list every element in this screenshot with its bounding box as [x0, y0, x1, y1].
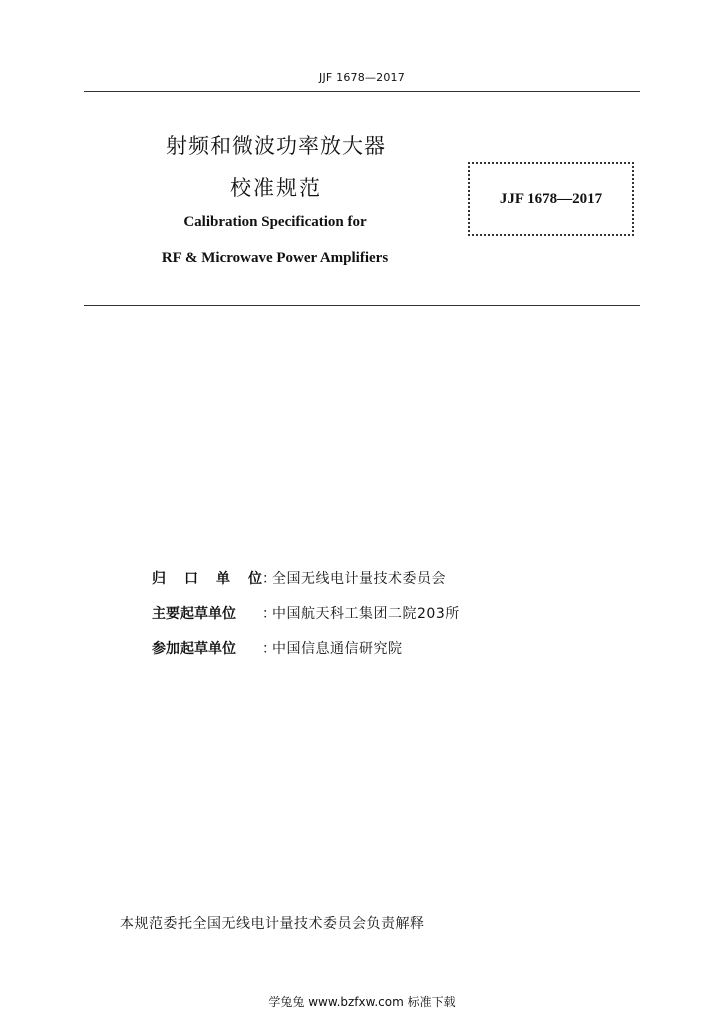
unit-colon: ： — [262, 606, 276, 622]
interpretation-note: 本规范委托全国无线电计量技术委员会负责解释 — [120, 916, 425, 932]
standard-code-box-text: JJF 1678—2017 — [499, 190, 603, 207]
bottom-divider — [84, 305, 640, 306]
footer-watermark: 学兔兔 www.bzfxw.com 标准下载 — [268, 995, 456, 1009]
unit-value-responsible: 全国无线电计量技术委员会 — [272, 571, 446, 587]
title-en-line1: Calibration Specification for — [183, 214, 367, 230]
unit-label-char: 位 — [248, 571, 262, 587]
unit-value-participating-drafter: 中国信息通信研究院 — [272, 641, 403, 657]
unit-row-responsible — [152, 568, 632, 603]
unit-row-main-drafter — [152, 603, 632, 638]
unit-label-text: 主要起草单位 — [152, 606, 236, 622]
unit-label-text: 参加起草单位 — [152, 641, 236, 657]
unit-label-main-drafter — [152, 603, 262, 623]
title-cn-line1: 射频和微波功率放大器 — [166, 134, 386, 158]
top-divider — [84, 91, 640, 92]
unit-colon: ： — [262, 641, 276, 657]
unit-label-responsible — [152, 568, 262, 588]
unit-value-main-drafter: 中国航天科工集团二院203所 — [272, 606, 460, 622]
unit-label-participating-drafter — [152, 638, 262, 658]
unit-colon: ： — [262, 571, 276, 587]
unit-label-char: 单 — [216, 571, 230, 587]
header-standard-code: JJF 1678—2017 — [319, 71, 405, 84]
standard-code-box — [468, 162, 634, 236]
title-cn-line2: 校准规范 — [230, 176, 322, 200]
unit-label-char: 归 — [152, 571, 166, 587]
title-en-line2: RF & Microwave Power Amplifiers — [161, 250, 389, 266]
drafting-units — [152, 568, 632, 673]
unit-row-participating-drafter — [152, 638, 632, 673]
unit-label-char: 口 — [184, 571, 198, 587]
